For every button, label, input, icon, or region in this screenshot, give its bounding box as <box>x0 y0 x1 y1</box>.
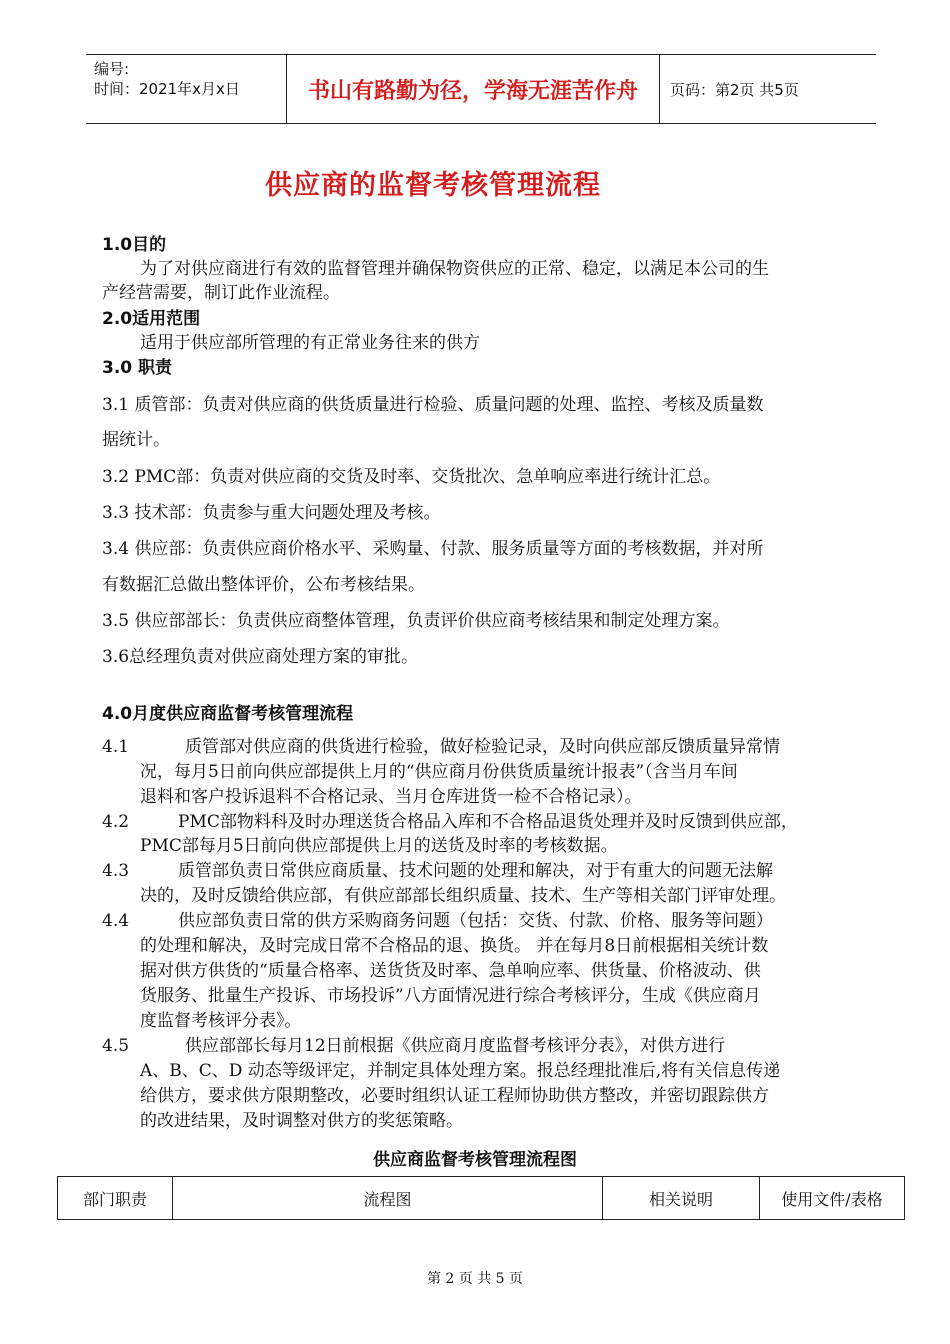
paragraph-line: 决的，及时反馈给供应部，有供应部部长组织质量、技术、生产等相关部门评审处理。 <box>140 886 786 906</box>
header-page-label: 页码：第2页 共5页 <box>670 81 799 99</box>
paragraph-line: 3.6总经理负责对供应商处理方案的审批。 <box>102 647 419 667</box>
item-number: 4.5 <box>102 1036 130 1056</box>
paragraph-line: 供应部部长每月12日前根据《供应商月度监督考核评分表》，对供方进行 <box>185 1036 726 1056</box>
column-header: 使用文件/表格 <box>781 1189 883 1209</box>
column-header: 部门职责 <box>58 1177 173 1219</box>
paragraph-line: 供应部负责日常的供方采购商务问题（包括：交货、付款、价格、服务等问题） <box>178 911 773 931</box>
time-label: 时间：2021年x月x日 <box>94 80 240 98</box>
paragraph-line: 3.2 PMC部：负责对供应商的交货及时率、交货批次、急单响应率进行统计汇总。 <box>102 467 721 487</box>
column-header: 流程图 <box>173 1177 603 1219</box>
paragraph-line: 3.3 技术部：负责参与重大问题处理及考核。 <box>102 503 441 523</box>
document-title: 供应商的监督考核管理流程 <box>265 170 601 201</box>
page-header <box>86 54 876 124</box>
number-label: 编号: <box>94 60 130 78</box>
item-number: 4.2 <box>102 812 130 832</box>
paragraph-line: A、B、C、D 动态等级评定，并制定具体处理方案。报总经理批准后,将有关信息传递 <box>140 1061 781 1081</box>
header-divider <box>659 55 660 123</box>
paragraph-line: 给供方，要求供方限期整改，必要时组织认证工程师协助供方整改，并密切跟踪供方 <box>140 1086 769 1106</box>
paragraph-line: 的处理和解决，及时完成日常不合格品的退、换货。 并在每月8日前根据相关统计数 <box>140 936 769 956</box>
header-motto: 书山有路勤为径，学海无涯苦作舟 <box>307 78 638 104</box>
page-footer: 第 2 页 共 5 页 <box>426 1271 524 1287</box>
header-meta <box>94 59 240 99</box>
paragraph-line: 的改进结果，及时调整对供方的奖惩策略。 <box>140 1111 463 1131</box>
flowchart-title: 供应商监督考核管理流程图 <box>373 1150 577 1170</box>
paragraph-line: 产经营需要，制订此作业流程。 <box>102 283 340 303</box>
paragraph-line: 3.1 质管部：负责对供应商的供货质量进行检验、质量问题的处理、监控、考核及质量数 <box>102 395 764 415</box>
paragraph-line: 3.5 供应部部长：负责供应商整体管理，负责评价供应商考核结果和制定处理方案。 <box>102 611 730 631</box>
paragraph-line: 为了对供应商进行有效的监督管理并确保物资供应的正常、稳定，以满足本公司的生 <box>140 259 769 279</box>
paragraph-line: 据对供方供货的“质量合格率、送货货及时率、急单响应率、供货量、价格波动、供 <box>140 961 761 981</box>
item-number: 4.3 <box>102 861 130 881</box>
section-heading: 3.0 职责 <box>102 358 173 378</box>
paragraph-line: PMC部每月5日前向供应部提供上月的送货及时率的考核数据。 <box>140 836 618 856</box>
paragraph-line: 适用于供应部所管理的有正常业务往来的供方 <box>140 333 480 353</box>
paragraph-line: 况，每月5日前向供应部提供上月的“供应商月份供货质量统计报表”（含当月车间 <box>140 762 738 782</box>
column-header: 相关说明 <box>603 1177 760 1219</box>
flowchart-table-header <box>57 1176 905 1220</box>
paragraph-line: 有数据汇总做出整体评价，公布考核结果。 <box>102 575 425 595</box>
paragraph-line: PMC部物料科及时办理送货合格品入库和不合格品退货处理并及时反馈到供应部， <box>178 812 798 832</box>
paragraph-line: 质管部对供应商的供货进行检验，做好检验记录，及时向供应部反馈质量异常情 <box>185 737 780 757</box>
paragraph-line: 货服务、批量生产投诉、市场投诉”八方面情况进行综合考核评分，生成《供应商月 <box>140 986 761 1006</box>
item-number: 4.1 <box>102 737 130 757</box>
section-heading: 2.0适用范围 <box>102 309 201 329</box>
item-number: 4.4 <box>102 911 130 931</box>
paragraph-line: 据统计。 <box>102 430 170 450</box>
section-heading: 1.0目的 <box>102 235 167 255</box>
paragraph-line: 度监督考核评分表》。 <box>140 1011 302 1031</box>
paragraph-line: 退料和客户投诉退料不合格记录、当月仓库进货一检不合格记录）。 <box>140 787 642 807</box>
paragraph-line: 质管部负责日常供应商质量、技术问题的处理和解决，对于有重大的问题无法解 <box>178 861 773 881</box>
paragraph-line: 3.4 供应部：负责供应商价格水平、采购量、付款、服务质量等方面的考核数据，并对所 <box>102 539 764 559</box>
section-heading: 4.0月度供应商监督考核管理流程 <box>102 704 354 724</box>
